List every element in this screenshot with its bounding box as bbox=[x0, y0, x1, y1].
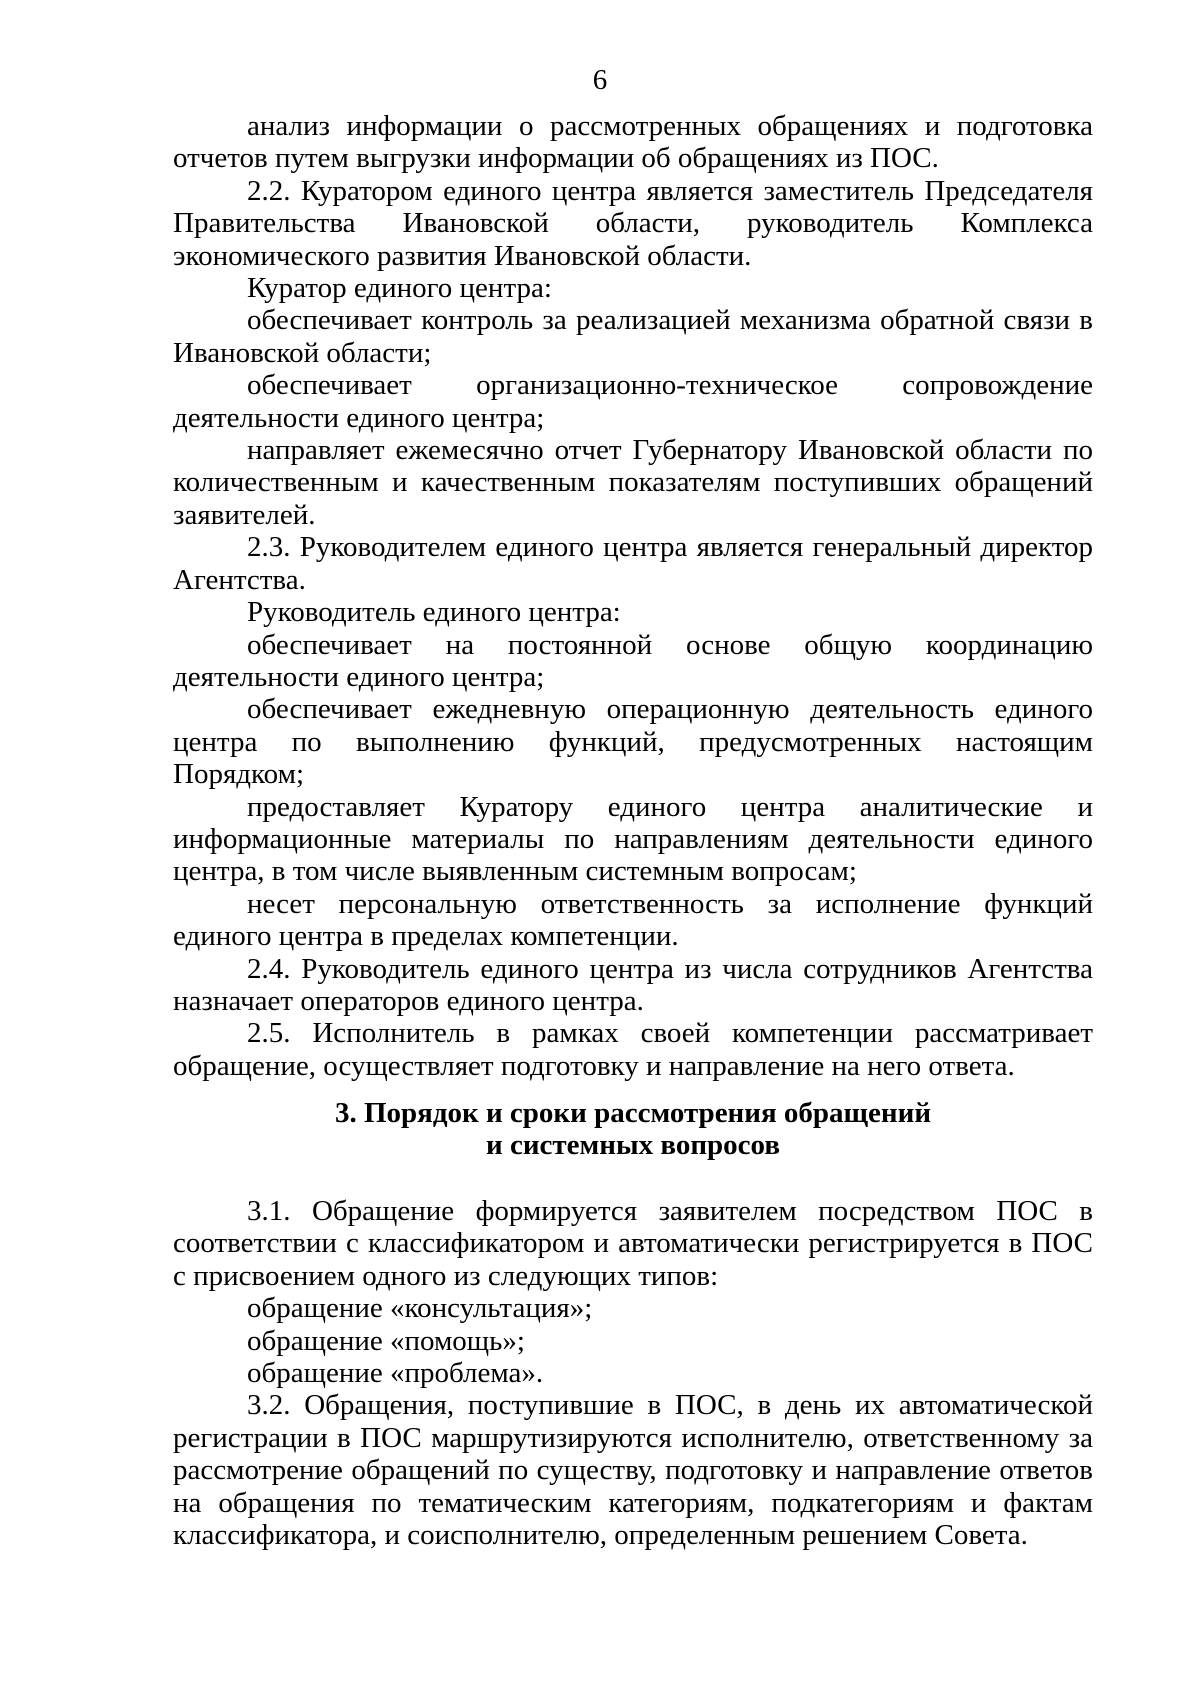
list-item: обращение «проблема». bbox=[247, 1357, 544, 1390]
paragraph: обеспечивает контроль за реализацией механизма обратной связи в Ивановской области; bbox=[173, 304, 1093, 369]
section-heading-line: 3. Порядок и сроки рассмотрения обращений bbox=[334, 1097, 932, 1129]
list-item: обращение «консультация»; bbox=[247, 1292, 593, 1325]
paragraph: направляет ежемесячно отчет Губернатору Ивановской области по количественным и качественным показателям поступивших обращений заявителей. bbox=[173, 434, 1093, 531]
paragraph: обеспечивает на постоянной основе общую координацию деятельности единого центра; bbox=[173, 628, 1093, 693]
paragraph: 2.5. Исполнитель в рамках своей компетенции рассматривает обращение, осуществляет подготовку и направление на него ответа. bbox=[173, 1017, 1093, 1082]
section-heading bbox=[173, 1097, 1093, 1161]
text-block-section-2 bbox=[173, 110, 1093, 1082]
paragraph: Руководитель единого центра: bbox=[247, 596, 621, 629]
page-number: 6 bbox=[592, 64, 608, 96]
paragraph: анализ информации о рассмотренных обращениях и подготовка отчетов путем выгрузки информации об обращениях из ПОС. bbox=[173, 110, 1093, 175]
paragraph: 2.2. Куратором единого центра является заместитель Председателя Правительства Ивановской области, руководитель Комплекса экономического развития Ивановской области. bbox=[173, 174, 1093, 272]
text-block-section-3 bbox=[173, 1195, 1093, 1551]
list-item: обращение «помощь»; bbox=[247, 1324, 525, 1357]
paragraph: Куратор единого центра: bbox=[247, 272, 552, 305]
paragraph: обеспечивает организационно-техническое сопровождение деятельности единого центра; bbox=[173, 369, 1093, 434]
paragraph: предоставляет Куратору единого центра аналитические и информационные материалы по направлениям деятельности единого центра, в том числе выявленным системным вопросам; bbox=[173, 790, 1093, 888]
paragraph: 2.3. Руководителем единого центра является генеральный директор Агентства. bbox=[173, 531, 1093, 596]
paragraph: 3.1. Обращение формируется заявителем посредством ПОС в соответствии с классификатором и автоматически регистрируется в ПОС с присвоением одного из следующих типов: bbox=[173, 1195, 1093, 1292]
paragraph: 3.2. Обращения, поступившие в ПОС, в день их автоматической регистрации в ПОС маршрутизируются исполнителю, ответственному за рассмотрение обращений по существу, подготовку и направление ответов на обращения по тематическим категориям, подкатегориям и фактам классификатора, и соисполнителю, определенным решением Совета. bbox=[173, 1389, 1093, 1552]
section-heading-line: и системных вопросов bbox=[486, 1129, 780, 1161]
paragraph: 2.4. Руководитель единого центра из числа сотрудников Агентства назначает операторов единого центра. bbox=[173, 952, 1093, 1017]
paragraph: обеспечивает ежедневную операционную деятельность единого центра по выполнению функций, предусмотренных настоящим Порядком; bbox=[173, 693, 1093, 791]
paragraph: несет персональную ответственность за исполнение функций единого центра в пределах компетенции. bbox=[173, 887, 1093, 953]
